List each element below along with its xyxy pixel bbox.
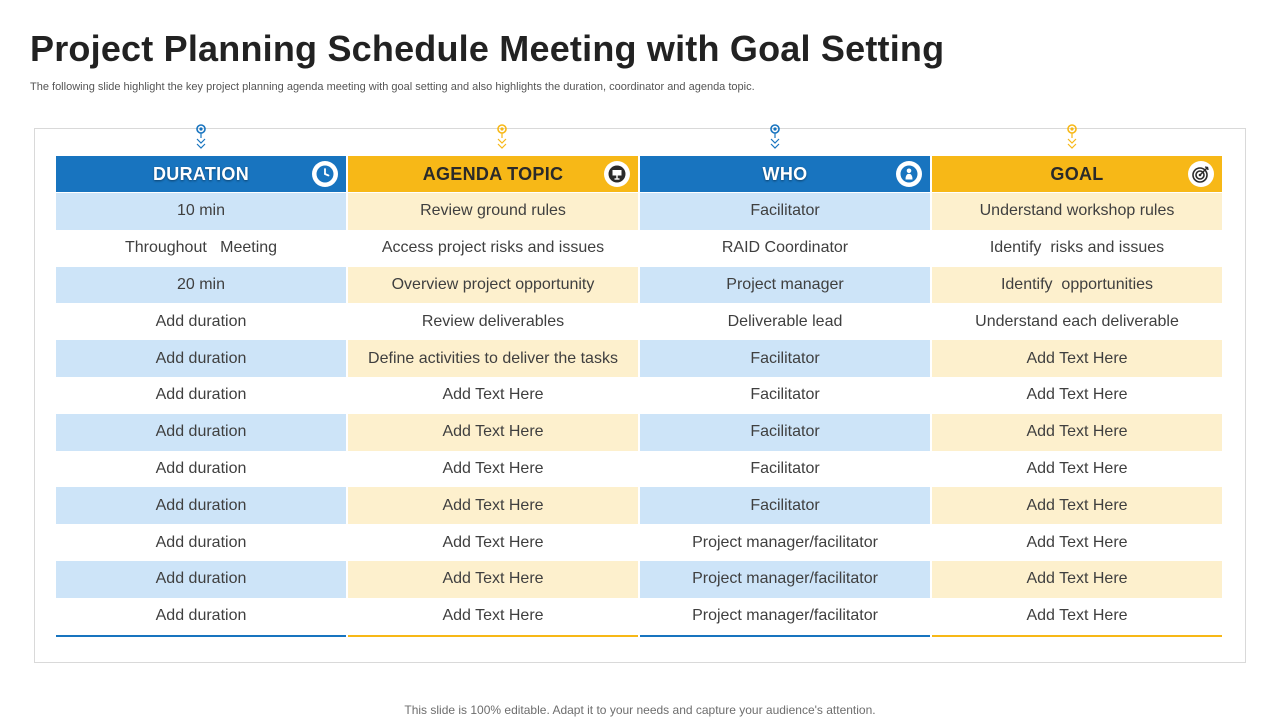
pin-icon (194, 122, 208, 156)
table-cell-agenda-topic: Add Text Here (348, 561, 638, 598)
table-cell-who: RAID Coordinator (640, 230, 930, 267)
table-cell-goal: Add Text Here (932, 598, 1222, 637)
table-cell-agenda-topic: Access project risks and issues (348, 230, 638, 267)
column-header-duration (56, 156, 346, 192)
target-icon (1188, 161, 1214, 187)
table-cell-goal: Add Text Here (932, 414, 1222, 451)
table-cell-agenda-topic: Overview project opportunity (348, 267, 638, 304)
column-header-label: AGENDA TOPIC (422, 163, 564, 184)
table-cell-duration: Add duration (56, 561, 346, 598)
table-cell-agenda-topic: Add Text Here (348, 414, 638, 451)
slide-subtitle: The following slide highlight the key project planning agenda meeting with goal setting and also highlights the duration, coordinator and agenda topic. (30, 81, 755, 93)
table-cell-who: Facilitator (640, 451, 930, 488)
table-cell-duration: Add duration (56, 487, 346, 524)
table-cell-goal: Understand each deliverable (932, 303, 1222, 340)
table-cell-goal: Add Text Here (932, 340, 1222, 377)
pin-icon (768, 122, 782, 156)
table-cell-agenda-topic: Add Text Here (348, 487, 638, 524)
table-cell-duration: Add duration (56, 303, 346, 340)
table-cell-duration: Add duration (56, 524, 346, 561)
table-cell-agenda-topic: Add Text Here (348, 598, 638, 637)
table-cell-who: Deliverable lead (640, 303, 930, 340)
table-cell-agenda-topic: Define activities to deliver the tasks (348, 340, 638, 377)
table-cell-goal: Understand workshop rules (932, 193, 1222, 230)
table-cell-who: Facilitator (640, 414, 930, 451)
column-header-goal (932, 156, 1222, 192)
table-cell-goal: Add Text Here (932, 524, 1222, 561)
table-cell-agenda-topic: Review ground rules (348, 193, 638, 230)
table-cell-duration: Add duration (56, 377, 346, 414)
table-cell-who: Project manager/facilitator (640, 524, 930, 561)
slide-footer: This slide is 100% editable. Adapt it to your needs and capture your audience's attention. (404, 703, 876, 717)
table-cell-who: Project manager (640, 267, 930, 304)
column-header-label: DURATION (152, 163, 250, 184)
slide-title: Project Planning Schedule Meeting with Goal Setting (30, 28, 945, 69)
table-cell-agenda-topic: Add Text Here (348, 524, 638, 561)
table-cell-duration: 20 min (56, 267, 346, 304)
person-icon (896, 161, 922, 187)
table-cell-who: Facilitator (640, 340, 930, 377)
schedule-table (56, 156, 1222, 637)
column-header-label: WHO (762, 163, 808, 184)
table-cell-duration: Add duration (56, 451, 346, 488)
table-cell-agenda-topic: Review deliverables (348, 303, 638, 340)
table-cell-who: Facilitator (640, 487, 930, 524)
table-cell-duration: Add duration (56, 598, 346, 637)
table-cell-agenda-topic: Add Text Here (348, 377, 638, 414)
column-header-label: GOAL (1050, 163, 1104, 184)
presentation-icon (604, 161, 630, 187)
table-cell-who: Project manager/facilitator (640, 561, 930, 598)
pin-icon (1065, 122, 1079, 156)
table-cell-agenda-topic: Add Text Here (348, 451, 638, 488)
table-cell-goal: Add Text Here (932, 377, 1222, 414)
table-cell-who: Facilitator (640, 377, 930, 414)
table-cell-duration: Throughout Meeting (56, 230, 346, 267)
column-header-who (640, 156, 930, 192)
table-cell-goal: Identify opportunities (932, 267, 1222, 304)
column-header-agenda-topic (348, 156, 638, 192)
table-cell-duration: Add duration (56, 414, 346, 451)
table-cell-who: Facilitator (640, 193, 930, 230)
pin-icon (495, 122, 509, 156)
table-cell-goal: Add Text Here (932, 561, 1222, 598)
clock-icon (312, 161, 338, 187)
table-cell-goal: Add Text Here (932, 451, 1222, 488)
table-cell-goal: Identify risks and issues (932, 230, 1222, 267)
table-cell-who: Project manager/facilitator (640, 598, 930, 637)
table-cell-duration: 10 min (56, 193, 346, 230)
table-cell-duration: Add duration (56, 340, 346, 377)
table-cell-goal: Add Text Here (932, 487, 1222, 524)
